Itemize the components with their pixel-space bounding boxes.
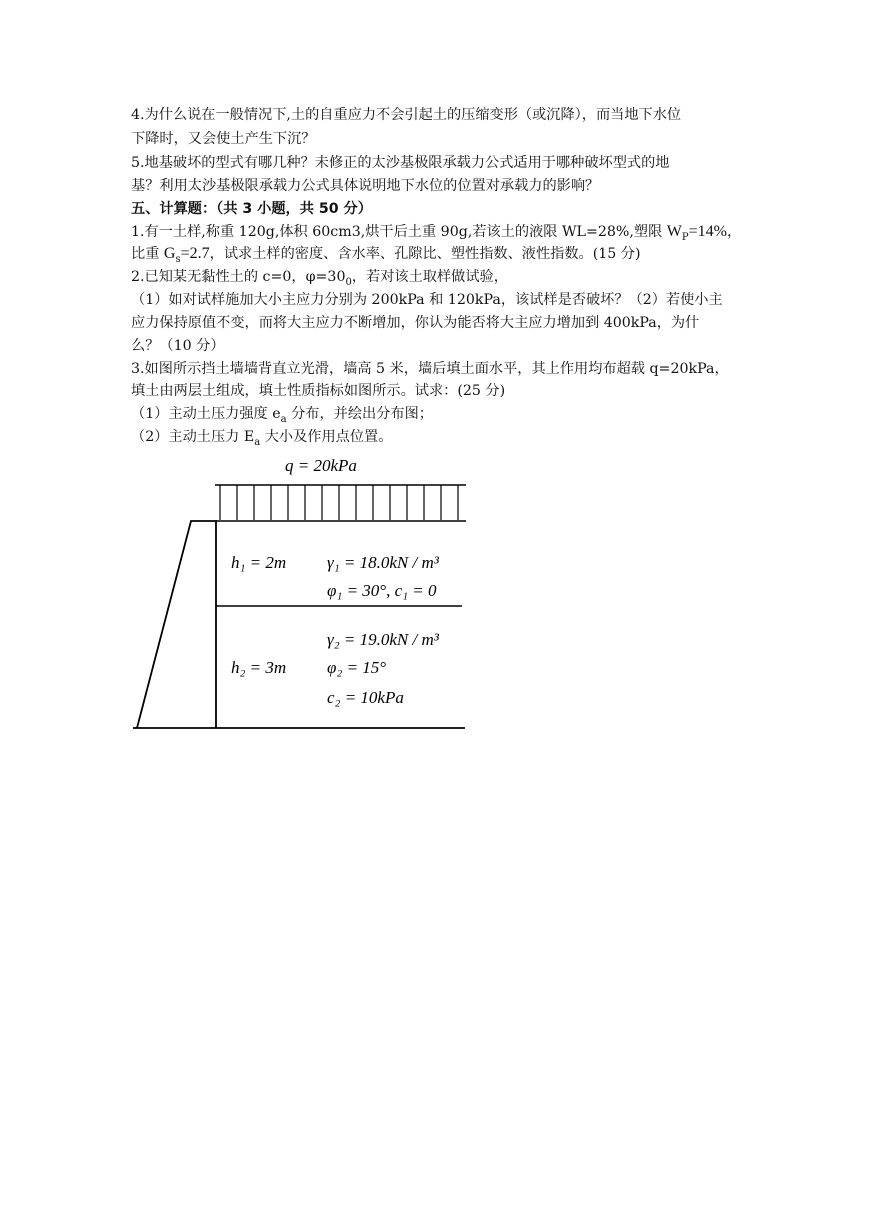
load-arrows: [220, 485, 458, 520]
question-4-line-1: 4.为什么说在一般情况下,土的自重应力不会引起土的压缩变形（或沉降），而当地下水位: [131, 107, 682, 123]
calc-2-text-a: 2.已知某无黏性土的 c=0，φ=30: [131, 269, 346, 285]
wp-value: =14%: [688, 223, 727, 240]
layer-2-thickness: h₂ = 3m: [231, 658, 287, 677]
retaining-wall: [137, 521, 216, 728]
calc-2-line-2: （1）如对试样施加大小主应力分别为 200kPa 和 120kPa，该试样是否破坏？（2）若使小主: [131, 292, 723, 308]
layer-2-cohesion: c₂ = 10kPa: [327, 688, 404, 707]
degree-subscript: 0: [345, 276, 352, 288]
layer-1-thickness: h₁ = 2m: [231, 553, 287, 572]
calc-3-sub-2-text-a: （2）主动土压力 E: [131, 429, 255, 445]
calc-2-line-4: 么？（10 分）: [131, 338, 225, 354]
layer-2-friction: φ₂ = 15°: [327, 658, 387, 677]
gs-value: =2.7: [180, 245, 210, 262]
load-label: q = 20kPa: [285, 456, 357, 475]
calc-3-sub-1-text-a: （1）主动土压力强度 e: [131, 406, 281, 422]
wp-symbol: W: [666, 223, 682, 240]
gs-symbol: G: [163, 245, 176, 262]
layer-1-friction-cohesion: φ₁ = 30°, c₁ = 0: [327, 581, 437, 600]
calc-3-line-2: 填土由两层土组成，填土性质指标如图所示。试求：(25 分): [131, 383, 506, 399]
calc-3-sub-1-text-b: 分布，并绘出分布图；: [286, 406, 433, 422]
gs-subscript: s: [175, 253, 181, 265]
ea-subscript: a: [280, 413, 287, 425]
calc-1-rest: ，试求土样的密度、含水率、孔隙比、塑性指数、液性指数。(15 分): [209, 246, 641, 262]
section-title: 五、计算题：（共 3 小题，共 50 分）: [131, 201, 372, 217]
layer-2-unit-weight: γ₂ = 19.0kN / m³: [327, 630, 439, 649]
question-4-line-2: 下降时，又会使土产生下沉？: [131, 131, 316, 147]
Ea-subscript: a: [254, 436, 261, 448]
calc-2-line-3: 应力保持原值不变，而将大主应力不断增加，你认为能否将大主应力增加到 400kPa，为什: [131, 315, 700, 331]
question-5-line-2: 基？利用太沙基极限承载力公式具体说明地下水位的位置对承载力的影响？: [131, 178, 600, 194]
layer-1-unit-weight: γ₁ = 18.0kN / m³: [327, 553, 439, 572]
question-5-line-1: 5.地基破坏的型式有哪几种？未修正的太沙基极限承载力公式适用于哪种破坏型式的地: [131, 155, 670, 171]
calc-1-text: 1.有一土样,称重 120g,体积 60cm3,烘干后土重 90g,若该土的液限 WL=28%,塑限: [131, 224, 667, 240]
calc-1-punct: ，: [726, 224, 742, 240]
calc-2-text-b: ，若对该土取样做试验，: [351, 269, 508, 285]
wp-subscript: P: [681, 231, 689, 243]
calc-3-sub-2-text-b: 大小及作用点位置。: [260, 429, 393, 445]
calc-3-line-1: 3.如图所示挡土墙墙背直立光滑，墙高 5 米，墙后填土面水平，其上作用均布超载 q=20kPa，: [131, 361, 729, 377]
gs-prefix: 比重: [131, 246, 164, 262]
